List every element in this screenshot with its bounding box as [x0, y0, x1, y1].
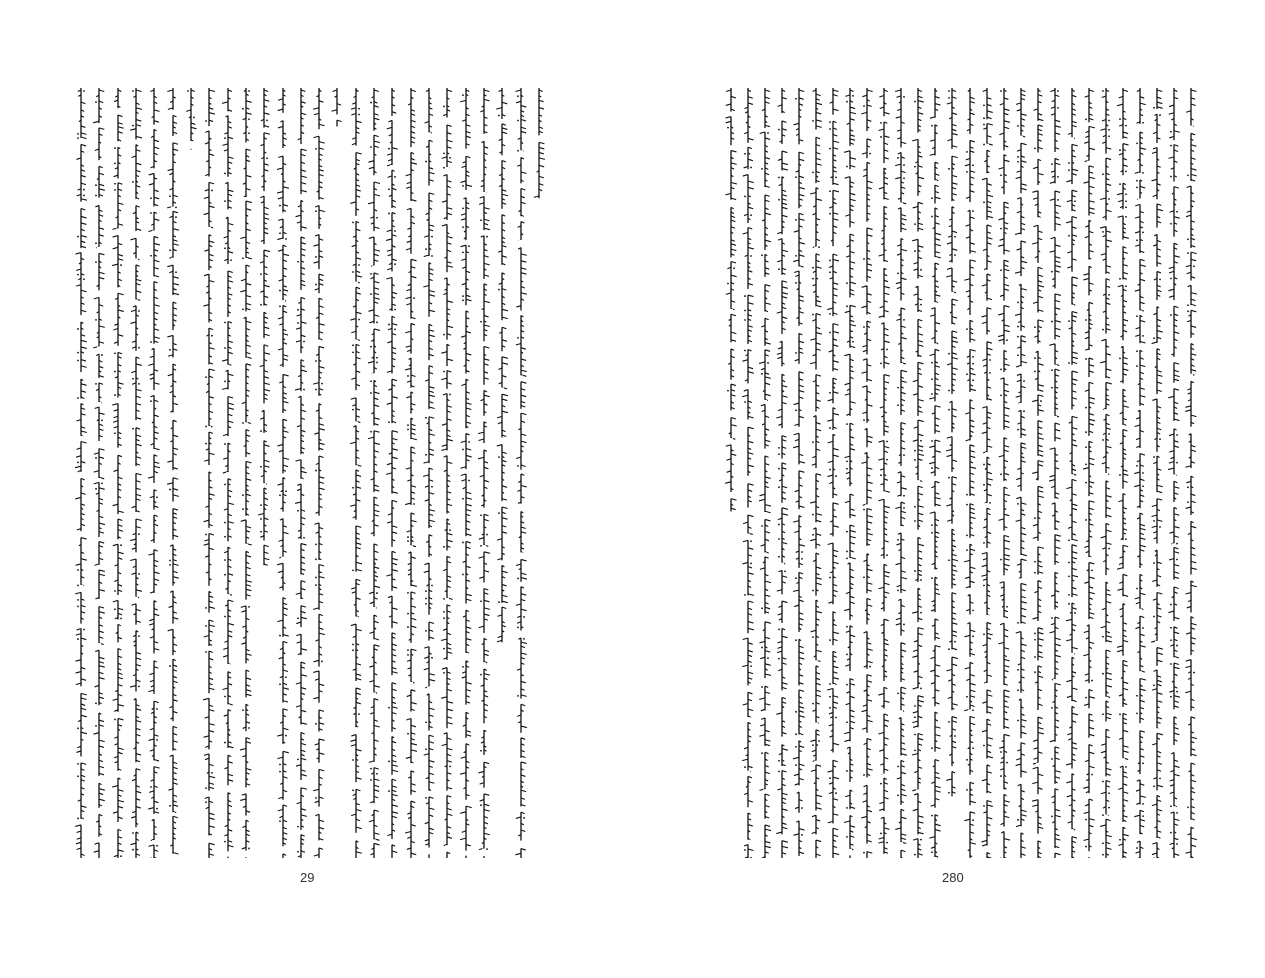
text-column [331, 88, 343, 858]
text-column [895, 88, 907, 858]
text-column [1066, 88, 1078, 858]
text-column [776, 88, 788, 858]
text-column [1168, 88, 1180, 858]
text-column [258, 88, 270, 858]
text-column [793, 88, 805, 858]
right-page-text-block [722, 88, 1200, 858]
text-column [185, 88, 197, 858]
text-column [533, 88, 545, 858]
text-column [1151, 88, 1163, 858]
text-column [405, 88, 417, 858]
text-column [725, 88, 737, 858]
text-column [946, 88, 958, 858]
text-column [1015, 88, 1027, 858]
text-column [861, 88, 873, 858]
text-column [130, 88, 142, 858]
text-column [460, 88, 472, 858]
text-column [827, 88, 839, 858]
text-column [368, 88, 380, 858]
left-page-text-block [72, 88, 548, 858]
text-column [478, 88, 490, 858]
text-column [1134, 88, 1146, 858]
text-column [112, 88, 124, 858]
text-column [515, 88, 527, 858]
text-column [742, 88, 754, 858]
text-column [277, 88, 289, 858]
right-page-number: 280 [942, 870, 964, 885]
text-column [1049, 88, 1061, 858]
text-column [878, 88, 890, 858]
text-column [1100, 88, 1112, 858]
text-column [222, 88, 234, 858]
text-column [844, 88, 856, 858]
text-column [75, 88, 87, 858]
text-column [1032, 88, 1044, 858]
left-page-number: 29 [300, 870, 315, 885]
text-column [295, 88, 307, 858]
text-column [810, 88, 822, 858]
text-column [313, 88, 325, 858]
text-column [148, 88, 160, 858]
text-column [203, 88, 215, 858]
text-column [1185, 88, 1197, 858]
text-column [1117, 88, 1129, 858]
text-column [998, 88, 1010, 858]
text-column [1083, 88, 1095, 858]
text-column [496, 88, 508, 858]
text-column [441, 88, 453, 858]
text-column [240, 88, 252, 858]
text-column [386, 88, 398, 858]
text-column [93, 88, 105, 858]
text-column [912, 88, 924, 858]
text-column [964, 88, 976, 858]
text-column [350, 88, 362, 858]
text-column [423, 88, 435, 858]
text-column [167, 88, 179, 858]
text-column [759, 88, 771, 858]
text-column [929, 88, 941, 858]
text-column [981, 88, 993, 858]
